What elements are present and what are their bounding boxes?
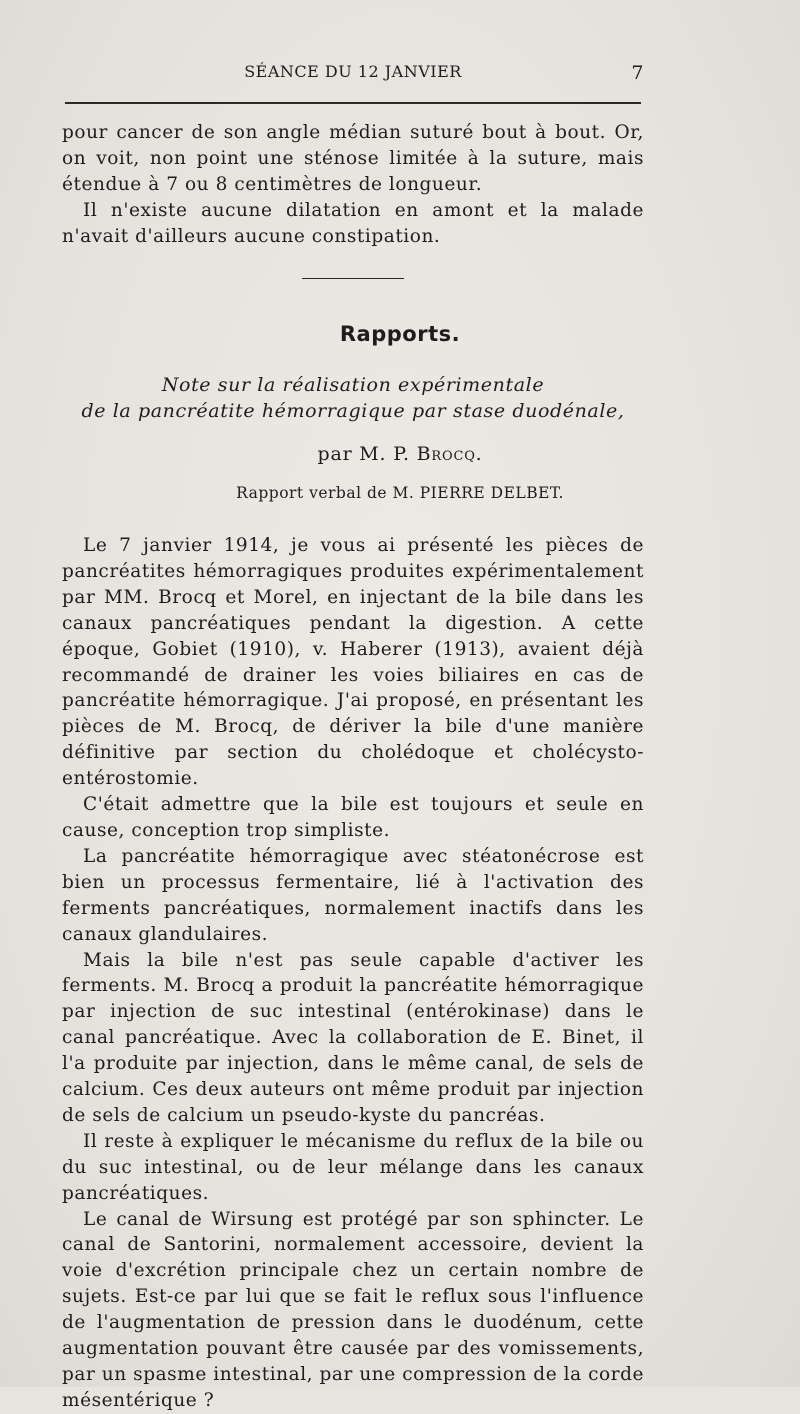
paragraph-continued: pour cancer de son angle médian suturé bout à bout. Or, on voit, non point une sténose limitée à la suture, mais étendue à 7 ou 8 centimètres de longueur. — [62, 122, 644, 195]
paragraph: Il reste à expliquer le mécanisme du reflux de la bile ou du suc intestinal, ou de leur mélange dans les canaux pancréatiques. — [62, 1130, 644, 1204]
note-title-line: de la pancréatite hémorragique par stase duodénale, — [81, 400, 625, 422]
section-separator — [302, 278, 404, 279]
paragraph: Mais la bile n'est pas seule capable d'activer les ferments. M. Brocq a produit la pancréatite hémorragique par injection de suc intestinal (entérokinase) dans le canal pancréatique. Avec la collaboration de E. Binet, il l'a produite par injection, dans le même canal, de sels de calcium. Ces deux auteurs ont même produit par injection de sels de calcium un pseudo-kyste du pancréas. — [62, 949, 644, 1126]
author-prefix: par M. P. — [317, 443, 410, 465]
paragraph: C'était admettre que la bile est toujours et seule en cause, conception trop simpliste. — [62, 794, 644, 841]
running-title: SÉANCE DU 12 JANVIER — [244, 62, 462, 81]
rapport-line: Rapport verbal de M. PIERRE DELBET. — [236, 484, 564, 502]
running-head — [62, 62, 644, 86]
author-name: Brocq. — [416, 443, 483, 465]
header-rule — [65, 102, 641, 104]
author-line — [0, 443, 800, 465]
note-title — [62, 372, 644, 424]
paragraph: La pancréatite hémorragique avec stéatonécrose est bien un processus fermentaire, lié à l'activation des ferments pancréatiques, normalement inactifs dans les canaux glandulaires. — [62, 845, 644, 945]
section-heading: Rapports. — [339, 322, 461, 346]
main-text — [62, 533, 644, 1414]
paragraph: Le canal de Wirsung est protégé par son sphincter. Le canal de Santorini, normalement accessoire, devient la voie d'excrétion principale chez un certain nombre de sujets. Est-ce par lui que se fait le reflux sous l'influence de l'augmentation de pression dans le duodénum, cette augmentation pouvant être causée par des vomissements, par un spasme intestinal, par une compression de la corde mésentérique ? — [62, 1208, 644, 1411]
page-number: 7 — [631, 62, 644, 84]
intro-text — [62, 120, 644, 250]
paragraph: Le 7 janvier 1914, je vous ai présenté les pièces de pancréatites hémorragiques produites expérimentalement par MM. Brocq et Morel, en injectant de la bile dans les canaux pancréatiques pendant la digestion. A cette époque, Gobiet (1910), v. Haberer (1913), avaient déjà recommandé de drainer les voies biliaires en cas de pancréatite hémorragique. J'ai proposé, en présentant les pièces de M. Brocq, de dériver la bile d'une manière définitive par section du cholédoque et cholécysto-entérostomie. — [62, 535, 644, 790]
paragraph: Il n'existe aucune dilatation en amont et la malade n'avait d'ailleurs aucune constipation. — [62, 199, 644, 247]
note-title-line: Note sur la réalisation expérimentale — [161, 374, 545, 396]
